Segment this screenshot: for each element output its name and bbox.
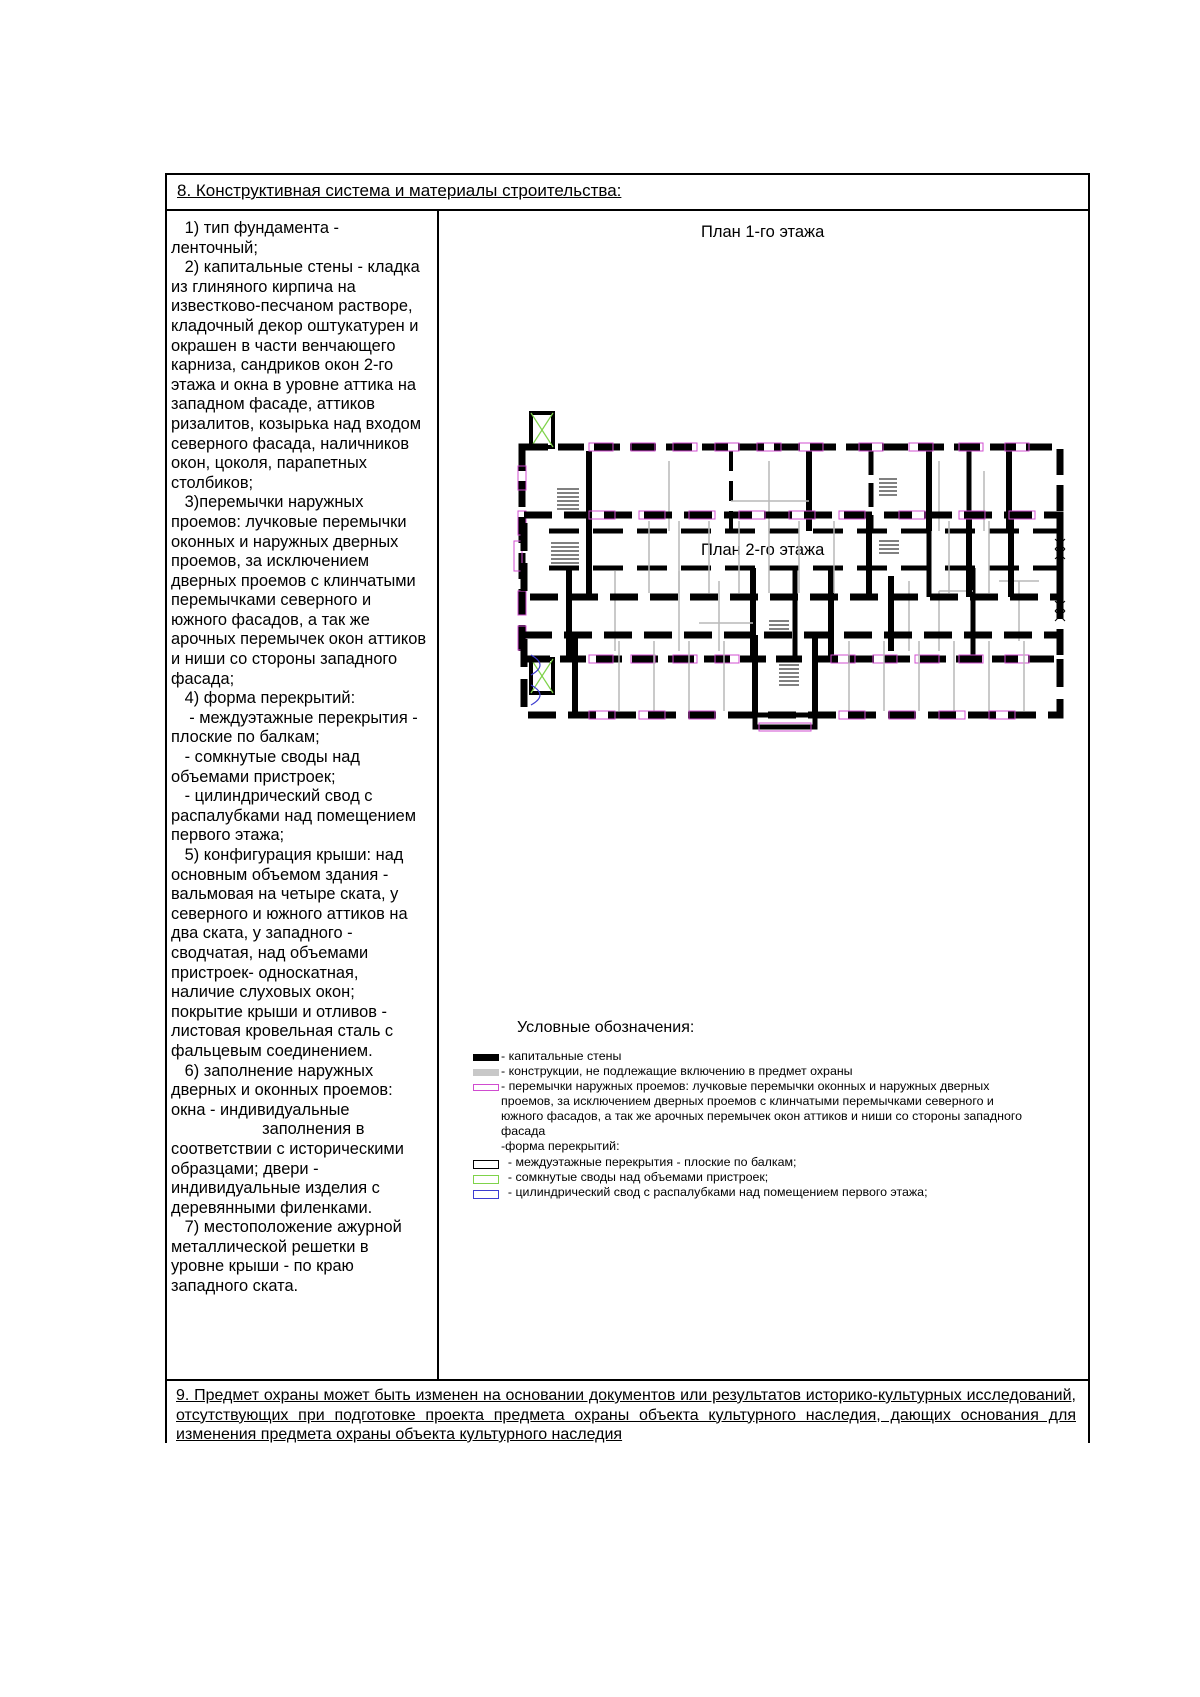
legend-item-walls: - капитальные стены [501, 1049, 622, 1063]
floor-plans-panel [439, 211, 1088, 1379]
document-frame [165, 173, 1090, 1443]
legend-swatch-vaults [473, 1175, 499, 1184]
legend-item-grey: - конструкции, не подлежащие включению в предмет охраны [501, 1064, 853, 1078]
legend-swatch-walls [473, 1054, 499, 1061]
legend-item-cylinder: - цилиндрический свод с распалубками над помещением первого этажа; [501, 1185, 928, 1199]
section-8-header: 8. Конструктивная система и материалы строительства: [167, 175, 1088, 211]
construction-description: 1) тип фундамента - ленточный; 2) капитальные стены - кладка из глиняного кирпича на известково-песчаном растворе, кладочный декор оштукатурен и окрашен в части венчающего карниза, сандриков окон 2-го этажа и окна в уровне аттика на западном фасаде, аттиков ризалитов, козырька над входом северного фасада, наличников окон, цоколя, парапетных столбиков; 3)перемычки наружных проемов: лучковые перемычки оконных и наружных дверных проемов, за исключением дверных проемов с клинчатыми перемычками северного и южного фасадов, а так же арочных перемычек окон аттиков и ниши со стороны западного фасада; 4) форма перекрытий: - междуэтажные перекрытия - плоские по балкам; - сомкнутые своды над объемами пристроек; - цилиндрический свод с распалубками над помещением первого этажа; 5) конфигурация крыши: над основным объемом здания - вальмовая на четыре ската, у северного и южного аттиков на два ската, у западного - сводчатая, над объемами пристроек- односкатная, наличие слуховых окон; покрытие крыши и отливов - листовая кровельная сталь с фальцевым соединением. 6) заполнение наружных дверных и оконных проемов: окна - индивидуальные заполнения в соответствии с историческими образцами; двери - индивидуальные изделия с деревянными филенками. 7) местоположение ажурной металлической решетки в уровне крыши - по краю западного ската. [171, 219, 427, 1296]
legend-swatch-lintels [473, 1084, 499, 1091]
legend-swatch-cylinder [473, 1190, 499, 1199]
plan-1-title: План 1-го этажа [701, 223, 825, 241]
legend-item-vaults: - сомкнутые своды над объемами пристроек; [501, 1170, 769, 1184]
plan-2-title: План 2-го этажа [701, 541, 825, 559]
section-divider [167, 1379, 1088, 1381]
legend-title: Условные обозначения: [517, 1019, 695, 1036]
floor-plans-drawing [439, 211, 1088, 911]
legend-item-floors-heading: -форма перекрытий: [501, 1139, 620, 1153]
plan-1-drawing [514, 413, 1065, 693]
legend-item-flat: - междуэтажные перекрытия - плоские по балкам; [501, 1155, 797, 1169]
section-9-text: 9. Предмет охраны может быть изменен на основании документов или результатов историко-культурных исследований, отсутствующих при подготовке проекта предмета охраны объекта культурного наследия, дающих основания для изменения предмета охраны объекта культурного наследия [176, 1387, 1076, 1443]
legend-item-lintels: - перемычки наружных проемов: лучковые перемычки оконных и наружных дверных проемов, за исключением дверных проемов с клинчатыми перемычками северного и южного фасадов, а так же арочных перемычек окон аттиков и ниши со стороны западного фасада [501, 1079, 1022, 1138]
legend-swatch-flat [473, 1160, 499, 1169]
legend-swatch-grey [473, 1069, 499, 1076]
